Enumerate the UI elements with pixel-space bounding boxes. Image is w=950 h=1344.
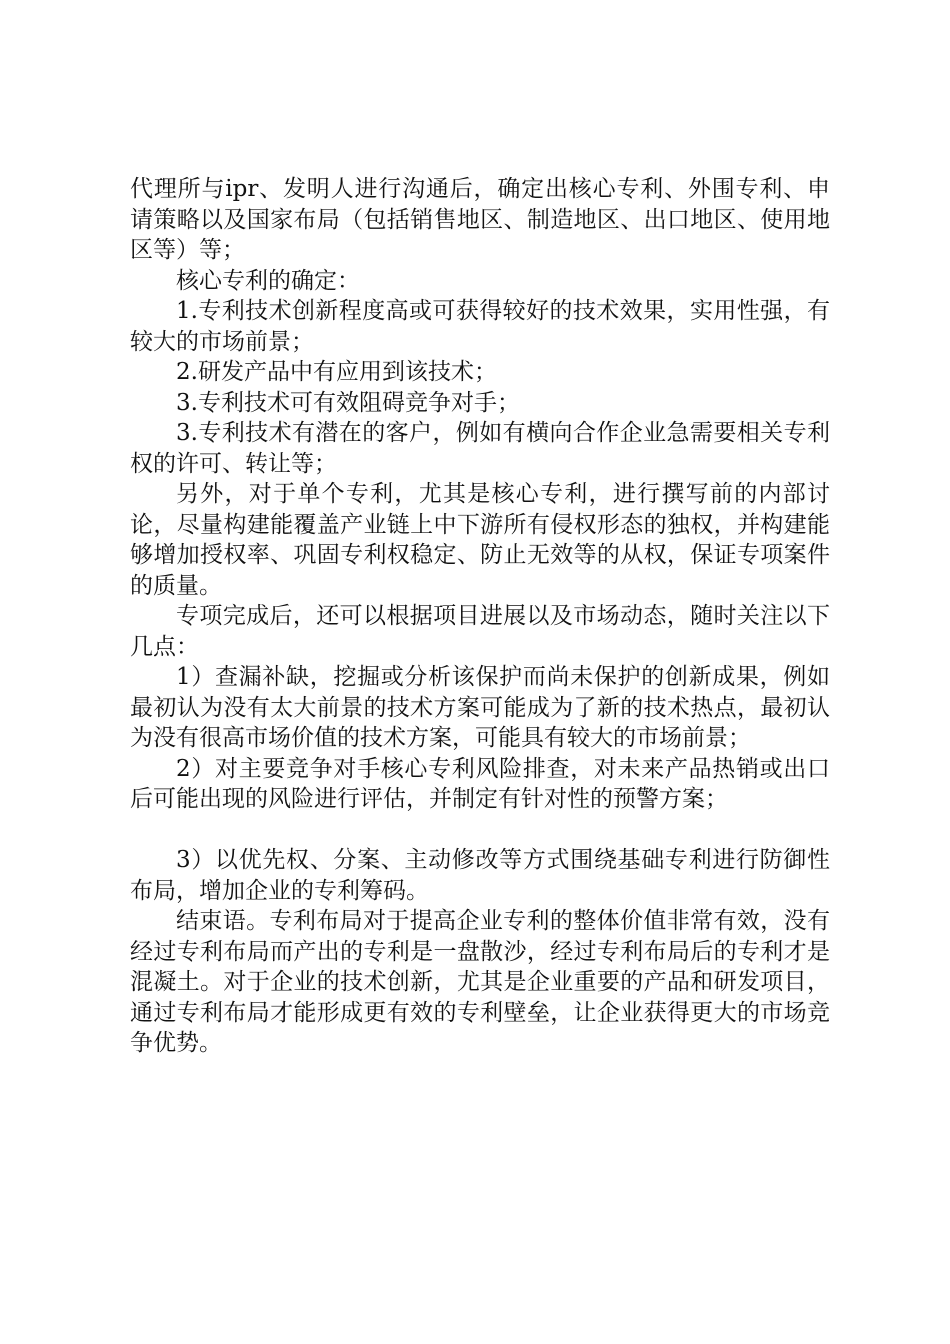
blank-line (130, 815, 830, 846)
document-body (130, 174, 830, 1059)
paragraph-criterion-1: 1.专利技术创新程度高或可获得较好的技术效果，实用性强，有较大的市场前景； (130, 298, 830, 355)
paragraph-after-completion: 专项完成后，还可以根据项目进展以及市场动态，随时关注以下几点： (130, 603, 830, 660)
paragraph-criterion-3b: 3.专利技术有潜在的客户，例如有横向合作企业急需要相关专利权的许可、转让等； (130, 420, 830, 477)
paragraph-point-3: 3）以优先权、分案、主动修改等方式围绕基础专利进行防御性布局，增加企业的专利筹码。 (130, 847, 830, 904)
paragraph-intro: 代理所与ipr、发明人进行沟通后，确定出核心专利、外围专利、申请策略以及国家布局（包括销售地区、制造地区、出口地区、使用地区等）等； (130, 176, 830, 263)
paragraph-criterion-3: 3.专利技术可有效阻碍竞争对手； (176, 389, 520, 416)
paragraph-criterion-2: 2.研发产品中有应用到该技术； (176, 359, 497, 385)
paragraph-point-2: 2）对主要竞争对手核心专利风险排查，对未来产品热销或出口后可能出现的风险进行评估，并制定有针对性的预警方案； (130, 755, 830, 812)
paragraph-single-patent: 另外，对于单个专利，尤其是核心专利，进行撰写前的内部讨论，尽量构建能覆盖产业链上中下游所有侵权形态的独权，并构建能够增加授权率、巩固专利权稳定、防止无效等的从权，保证专项案件的质量。 (130, 481, 830, 599)
paragraph-core-patent-heading: 核心专利的确定： (176, 267, 360, 294)
paragraph-conclusion: 结束语。专利布局对于提高企业专利的整体价值非常有效，没有经过专利布局而产出的专利是一盘散沙，经过专利布局后的专利才是混凝土。对于企业的技术创新，尤其是企业重要的产品和研发项目，通过专利布局才能形成更有效的专利壁垒，让企业获得更大的市场竞争优势。 (130, 908, 830, 1056)
paragraph-point-1: 1）查漏补缺，挖掘或分析该保护而尚未保护的创新成果，例如最初认为没有太大前景的技术方案可能成为了新的技术热点，最初认为没有很高市场价值的技术方案，可能具有较大的市场前景； (130, 664, 830, 751)
